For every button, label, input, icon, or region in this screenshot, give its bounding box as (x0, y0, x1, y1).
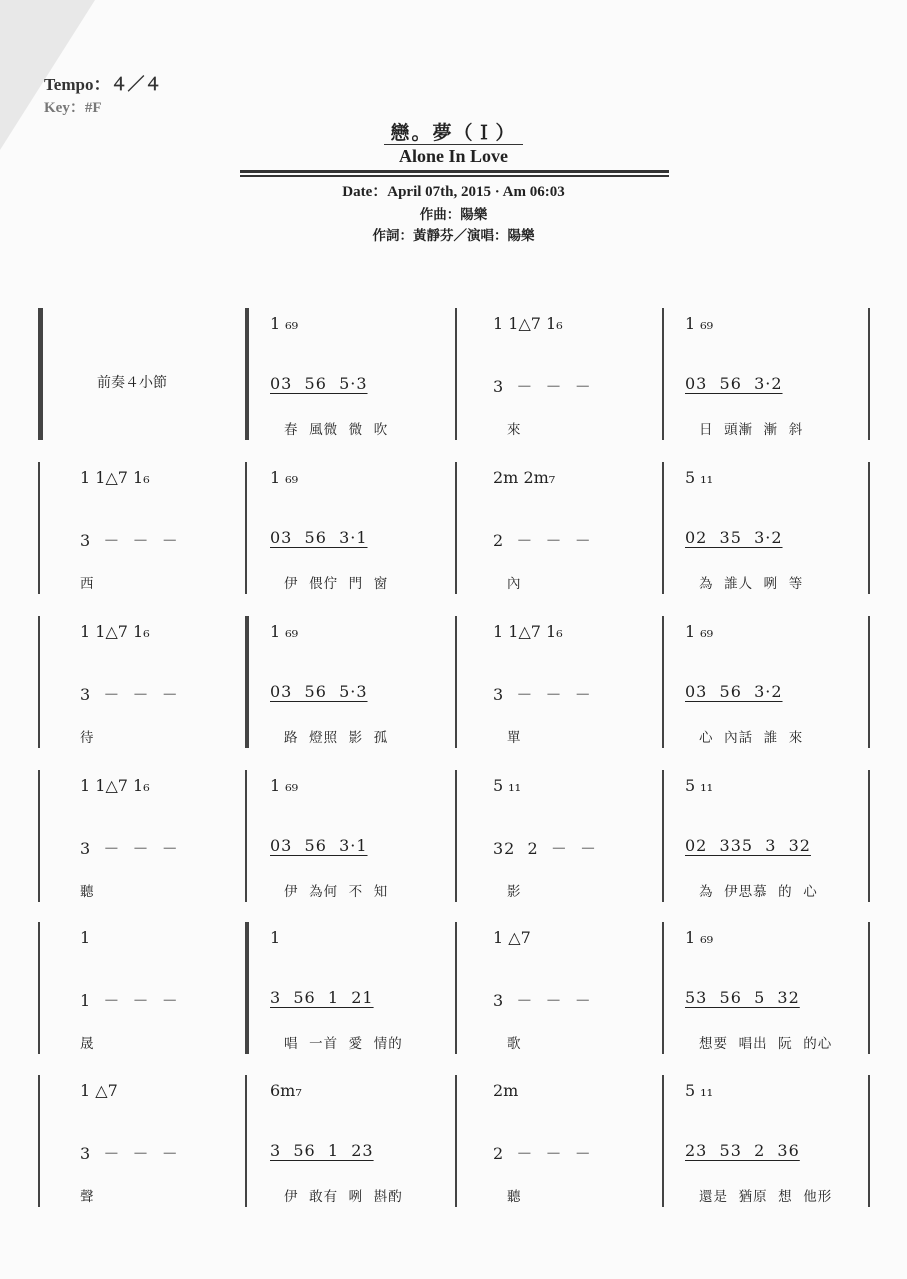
bar-line (455, 922, 457, 1054)
chord-symbol: 1 1△7 1₆ (80, 622, 150, 641)
chord-symbol: 1 (270, 928, 281, 947)
staff-row (0, 922, 907, 1054)
note-group: 3 － － － (80, 531, 179, 550)
note-group: 02 335 3 32 (685, 836, 811, 855)
bar-line (245, 616, 249, 748)
bar-line (868, 308, 870, 440)
bar-line (38, 922, 40, 1054)
lyric-text: 還是 猶原 想 他形 (699, 1189, 833, 1205)
note-group: 23 53 2 36 (685, 1141, 800, 1160)
bar-line (245, 922, 249, 1054)
chord-symbol: 1 1△7 1₆ (80, 468, 150, 487)
chord-symbol: 5 ₁₁ (685, 776, 714, 795)
lyricist-line: 作詞：黃靜芬／演唱：陽樂 (372, 228, 535, 244)
bar-line (868, 922, 870, 1054)
bar-line (455, 616, 457, 748)
bar-line (662, 616, 664, 748)
chord-symbol: 1 1△7 1₆ (493, 622, 563, 641)
lyric-text: 聽 (80, 884, 95, 900)
lyric-text: 內 (507, 576, 522, 592)
note-group: 02 35 3·2 (685, 528, 783, 547)
bar-line (245, 308, 249, 440)
chord-symbol: 1 △7 (80, 1081, 118, 1100)
bar-line (662, 1075, 664, 1207)
chord-symbol: 2m 2m₇ (493, 468, 556, 487)
lyric-text: 唱 一首 愛 情的 (284, 1036, 403, 1052)
chord-symbol: 1 (80, 928, 91, 947)
chord-symbol: 5 ₁₁ (685, 1081, 714, 1100)
note-group: 3 － － － (80, 685, 179, 704)
lyric-text: 晟 (80, 1036, 95, 1052)
note-group: 53 56 5 32 (685, 988, 800, 1007)
lyric-text: 想要 唱出 阮 的心 (699, 1036, 833, 1052)
date-line: Date：April 07th, 2015 · Am 06:03 (342, 184, 565, 200)
chord-symbol: 1 ₆₉ (270, 468, 299, 487)
title-english: Alone In Love (398, 146, 508, 166)
staff-row (0, 1075, 907, 1207)
bar-line (455, 770, 457, 902)
chord-symbol: 6m₇ (270, 1081, 302, 1100)
note-group: 2 － － － (493, 531, 592, 550)
staff-row (0, 770, 907, 902)
key-label: Key：#F (44, 100, 102, 116)
bar-line (245, 1075, 247, 1207)
note-group: 3 56 1 21 (270, 988, 374, 1007)
bar-line (868, 462, 870, 594)
bar-line (455, 308, 457, 440)
lyric-text: 來 (507, 422, 522, 438)
chord-symbol: 1 ₆₉ (685, 314, 714, 333)
lyric-text: 春 風微 微 吹 (284, 422, 389, 438)
lyric-text: 西 (80, 576, 95, 592)
chord-symbol: 1 ₆₉ (685, 928, 714, 947)
title-rule-thin (240, 175, 669, 177)
note-group: 03 56 5·3 (270, 682, 368, 701)
staff-row (0, 462, 907, 594)
intro-label: 前奏４小節 (97, 375, 167, 391)
bar-line (662, 462, 664, 594)
chord-symbol: 1 △7 (493, 928, 531, 947)
chord-symbol: 5 ₁₁ (685, 468, 714, 487)
note-group: 3 － － － (80, 839, 179, 858)
bar-line (662, 308, 664, 440)
bar-line (245, 770, 247, 902)
bar-line (868, 616, 870, 748)
lyric-text: 伊 敢有 咧 斟酌 (284, 1189, 403, 1205)
lyric-text: 伊 偎佇 門 窗 (284, 576, 389, 592)
lyric-text: 心 內話 誰 來 (699, 730, 804, 746)
note-group: 3 － － － (493, 377, 592, 396)
chord-symbol: 1 1△7 1₆ (493, 314, 563, 333)
bar-line (38, 462, 40, 594)
chord-symbol: 1 1△7 1₆ (80, 776, 150, 795)
note-group: 03 56 3·1 (270, 836, 368, 855)
composer-line: 作曲：陽樂 (419, 207, 488, 223)
bar-line (455, 1075, 457, 1207)
note-group: 03 56 3·1 (270, 528, 368, 547)
bar-line (38, 770, 40, 902)
lyric-text: 伊 為何 不 知 (284, 884, 389, 900)
tempo-label: Tempo：４／４ (44, 75, 162, 94)
bar-line (662, 770, 664, 902)
title-chinese-text: 戀。夢（Ｉ） (384, 122, 522, 145)
lyric-text: 為 誰人 咧 等 (699, 576, 804, 592)
chord-symbol: 2m (493, 1081, 519, 1100)
staff-row (0, 308, 907, 440)
note-group: 03 56 5·3 (270, 374, 368, 393)
staff-row (0, 616, 907, 748)
note-group: 32 2 － － (493, 839, 598, 858)
chord-symbol: 1 ₆₉ (270, 622, 299, 641)
note-group: 3 － － － (493, 685, 592, 704)
chord-symbol: 1 ₆₉ (270, 776, 299, 795)
chord-symbol: 5 ₁₁ (493, 776, 522, 795)
bar-line (38, 308, 43, 440)
chord-symbol: 1 ₆₉ (270, 314, 299, 333)
lyric-text: 日 頭漸 漸 斜 (699, 422, 804, 438)
lyric-text: 單 (507, 730, 522, 746)
lyric-text: 聽 (507, 1189, 522, 1205)
bar-line (662, 922, 664, 1054)
bar-line (245, 462, 247, 594)
title-rule-thick (240, 170, 669, 173)
lyric-text: 待 (80, 730, 95, 746)
note-group: 03 56 3·2 (685, 682, 783, 701)
note-group: 1 － － － (80, 991, 179, 1010)
bar-line (38, 616, 40, 748)
bar-line (455, 462, 457, 594)
title-chinese (0, 118, 907, 145)
bar-line (868, 1075, 870, 1207)
chord-symbol: 1 ₆₉ (685, 622, 714, 641)
lyric-text: 為 伊思慕 的 心 (699, 884, 818, 900)
lyric-text: 歌 (507, 1036, 522, 1052)
lyric-text: 影 (507, 884, 522, 900)
note-group: 3 56 1 23 (270, 1141, 374, 1160)
lyric-text: 路 燈照 影 孤 (284, 730, 389, 746)
lyric-text: 聲 (80, 1189, 95, 1205)
bar-line (38, 1075, 40, 1207)
bar-line (868, 770, 870, 902)
note-group: 03 56 3·2 (685, 374, 783, 393)
note-group: 3 － － － (493, 991, 592, 1010)
note-group: 2 － － － (493, 1144, 592, 1163)
note-group: 3 － － － (80, 1144, 179, 1163)
